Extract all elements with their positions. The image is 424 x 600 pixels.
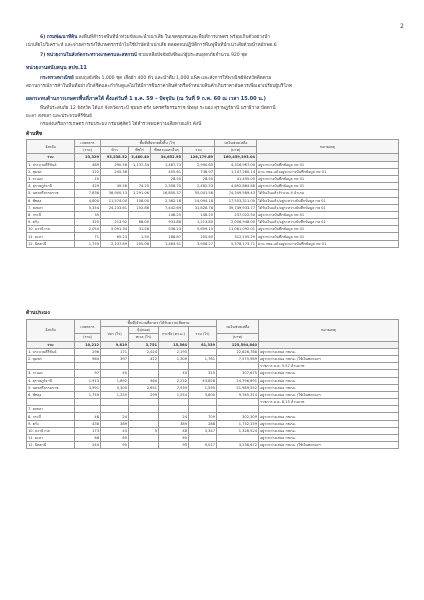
crops-total-row <box>27 154 399 161</box>
cell-province: 10. นราธิวาส <box>27 226 75 233</box>
crops-header-farmers: เกษตรกร <box>75 140 101 147</box>
crops-total-rice: 93,238.32 <box>101 154 129 161</box>
cell-farmers: 489 <box>75 161 101 168</box>
crops-header-total: รวม <box>183 147 215 154</box>
cell-province: 9. ตรัง <box>27 219 75 226</box>
cell-shrimp <box>129 370 159 377</box>
cell-shrimp: 560 <box>129 377 159 384</box>
cell-shrimp <box>129 413 159 420</box>
cell-aid <box>217 363 259 370</box>
cell-note: ราชการ ม.ค. 8.15 ล้านบาท <box>259 399 399 406</box>
table-row <box>27 348 399 355</box>
crops-total-farmers: 23,329 <box>75 154 101 161</box>
cell-province: 11. ยะลา <box>27 435 75 442</box>
cell-note: อยู่ระหว่างเสนอ กชภอ. <box>259 370 399 377</box>
cell-total <box>189 406 217 413</box>
crops-title: ด้านพืช <box>26 131 43 137</box>
cell-aid: 237,022.50 <box>215 211 257 218</box>
cell-aid: 41,455.00 <box>215 175 257 182</box>
cell-note: อยู่ระหว่างบันทึกข้อมูล กษ 01 <box>257 161 399 168</box>
cell-rice <box>101 175 129 182</box>
cell-fish: 1,255 <box>101 391 129 398</box>
crops-total-total: 126,179.69 <box>183 154 215 161</box>
cell-farmers: 1,759 <box>75 240 101 247</box>
cell-total <box>189 399 217 406</box>
crops-header-field: พืชไร่ <box>129 147 151 154</box>
cell-aid: 4,316,967.00 <box>215 161 257 168</box>
fishery-total-total: 61,339 <box>189 341 217 348</box>
cell-cage <box>159 399 189 406</box>
cell-note: อยู่ระหว่างเสนอ กชภอ. (ใช้เงินทดรองฯ <box>259 442 399 449</box>
table-row <box>27 391 399 398</box>
fishery-header-cage: กระชัง (ตร.ม.) <box>159 327 189 341</box>
cell-note: อยู่ระหว่างเสนอ กชภอ. <box>259 435 399 442</box>
cell-province: 5. นครศรีธรรมราช <box>27 384 75 391</box>
cell-total: 14,094.18 <box>183 197 215 204</box>
cell-aid: 11,061,092.01 <box>215 226 257 233</box>
cell-rice: 11,574.00 <box>101 197 129 204</box>
fishery-header-shrimp2: ทะเล (ไร่) <box>129 334 159 341</box>
cell-shrimp <box>129 406 159 413</box>
cell-total: 288 <box>189 420 217 427</box>
cell-fish: 24 <box>101 413 129 420</box>
cell-province: 6. พัทลุง <box>27 391 75 398</box>
impact-text-line3: กรมส่งเสริมการเกษตร กรมประมง กรมปศุสัตว์ ได้สำรวจพบความเสียหายแล้ว ดังนี้ <box>40 122 202 127</box>
crops-header-farmers-unit: (ราย) <box>75 147 101 154</box>
crops-total-field: 3,480.40 <box>129 154 151 161</box>
cell-field: 255.08 <box>129 240 151 247</box>
cell-aid: 312,155.29 <box>215 233 257 240</box>
cell-note: อยู่ระหว่างเสนอ กชภอ. <box>259 420 399 427</box>
fishery-total-fish: 9,819 <box>101 341 129 348</box>
cell-horti: 1,463.51 <box>151 240 183 247</box>
cell-horti: 455.61 <box>151 168 183 175</box>
cell-fish: 95 <box>101 442 129 449</box>
cell-total: 3,800 <box>189 391 217 398</box>
cell-rice: 49.58 <box>101 183 129 190</box>
cell-shrimp: 2,024 <box>129 348 159 355</box>
cell-farmers: 71 <box>75 233 101 240</box>
fishery-total-row <box>27 341 399 348</box>
cell-province: 10. นราธิวาส <box>27 427 75 434</box>
page-number: 2 <box>400 23 404 30</box>
table-row <box>27 240 399 247</box>
cell-note: อยู่ระหว่างเสนอ กชภอ. (ใช้เงินทดรองฯ <box>259 355 399 362</box>
cell-aid: 5,378,173.71 <box>215 240 257 247</box>
cell-farmers: 7,836 <box>75 190 101 197</box>
cell-total: 28.50 <box>183 175 215 182</box>
fishery-header-province: จังหวัด <box>27 320 75 342</box>
cell-fish: 40 <box>101 370 129 377</box>
cell-horti: 188.87 <box>151 233 183 240</box>
cell-shrimp: 5 <box>129 427 159 434</box>
fishery-total-farmers: 10,212 <box>75 341 101 348</box>
table-row <box>27 226 399 233</box>
cell-farmers: 35 <box>75 211 101 218</box>
cell-total: 5,659.15 <box>183 226 215 233</box>
cell-horti: 7,442.69 <box>151 204 183 211</box>
cell-field: 1,137.34 <box>129 161 151 168</box>
support-heading: หน่วยงานสนับสนุน สปข.11 <box>26 65 87 71</box>
crops-total-aid: 160,459,393.04 <box>215 154 257 161</box>
cell-aid: 2,056,948.00 <box>215 219 257 226</box>
table-row <box>27 204 399 211</box>
cell-province: 7. สงขลา <box>27 406 75 413</box>
cell-fish: 397 <box>101 355 129 362</box>
table-row <box>27 399 399 406</box>
cell-province: 8. กระบี่ <box>27 413 75 420</box>
table-row <box>27 219 399 226</box>
cell-aid: 22,826,788 <box>217 348 259 355</box>
cell-farmers: 1,759 <box>75 391 101 398</box>
cell-aid: 74,349,589.43 <box>215 190 257 197</box>
cell-note: ผ่าน กษอ.แล้วอยู่ระหว่างบันทึกข้อมูล กษ 01 <box>257 168 399 175</box>
cell-horti: 536.23 <box>151 226 183 233</box>
cell-rice <box>101 211 129 218</box>
cell-field: 68.00 <box>129 219 151 226</box>
item6-label: 6) กรมพัฒนาที่ดิน <box>40 35 78 40</box>
cell-horti: 148.25 <box>151 211 183 218</box>
cell-note: อยู่ระหว่างเสนอ กชภอ. <box>259 413 399 420</box>
table-row <box>27 168 399 175</box>
crops-header-aid: วงเงินช่วยเหลือ <box>215 140 257 147</box>
cell-aid <box>217 406 259 413</box>
cell-farmers: 325 <box>75 219 101 226</box>
fishery-total-shrimp: 3,751 <box>129 341 159 348</box>
cell-fish <box>101 399 129 406</box>
cell-aid <box>217 435 259 442</box>
cell-total: 31,828.78 <box>183 204 215 211</box>
fishery-header-aid-unit: (บาท) <box>217 334 259 341</box>
cell-shrimp <box>129 435 159 442</box>
support-text: มอบถุงยังชีพ 1,000 ชุด เสื้อผ้า 400 ตัว และน้ำดื่ม 1,000 แพ็ค และสั่งการให้พาณิชย์จังหวัดติดตาม <box>75 76 272 81</box>
cell-total: 148.25 <box>183 211 215 218</box>
cell-horti: 28.50 <box>151 175 183 182</box>
cell-fish: 43 <box>101 427 129 434</box>
cell-note: อยู่ระหว่างเสนอ กชภอ. <box>259 384 399 391</box>
cell-cage <box>159 406 189 413</box>
cell-total: 43,828 <box>189 377 217 384</box>
cell-shrimp: 2,651 <box>129 384 159 391</box>
cell-aid: 7,575,969 <box>217 355 259 362</box>
table-row <box>27 233 399 240</box>
cell-aid: 302,309 <box>217 413 259 420</box>
cell-note: อยู่ระหว่างบันทึกข้อมูล กษ 01 <box>257 211 399 218</box>
cell-shrimp <box>129 442 159 449</box>
crops-table <box>26 139 399 248</box>
table-row <box>27 363 399 370</box>
cell-fish: 389 <box>101 420 129 427</box>
fishery-total-label: รวม <box>27 341 75 348</box>
cell-field <box>129 211 151 218</box>
impact-text-line2: ยะลา สงขลา และประจวบคีรีขันธ์ <box>26 114 92 119</box>
table-row <box>27 190 399 197</box>
crops-header-note: หมายเหตุ <box>257 140 399 154</box>
impact-text: พื้นที่ประสบภัย 12 จังหวัด ได้แก่ จังหวัดกระบี่ ชุมพร ตรัง นครศรีธรรมราช พัทลุง ระนอง สุราษฎร์ธานี นราธิวาส ปัตตานี <box>40 106 276 111</box>
cell-total: 55,041.56 <box>183 190 215 197</box>
table-row <box>27 377 399 384</box>
support-paragraph <box>26 75 398 83</box>
cell-province: 4. สุราษฎร์ธานี <box>27 183 75 190</box>
table-row <box>27 406 399 413</box>
cell-note: ได้รับเงินแล้วจำนวน 4 อำเภอ <box>257 190 399 197</box>
fishery-header-farmers: เกษตรกร <box>75 320 101 334</box>
cell-rice: 2,237.89 <box>101 240 129 247</box>
cell-aid: 39,749,933.77 <box>215 204 257 211</box>
cell-farmers: 173 <box>75 427 101 434</box>
cell-total <box>189 363 217 370</box>
cell-note: ได้รับเงินแล้ว/อยู่ระหว่างบันทึกข้อมูล กษ 01 <box>257 197 399 204</box>
cell-aid: 4,892,864.68 <box>215 183 257 190</box>
cell-field: 152.88 <box>129 204 151 211</box>
cell-rice: 245.36 <box>101 168 129 175</box>
cell-province: 12. ปัตตานี <box>27 240 75 247</box>
fishery-header-area-group: พื้นที่/จำนวนที่คาดว่าได้รับความเสียหาย <box>101 320 217 327</box>
cell-shrimp <box>129 420 159 427</box>
cell-note: อยู่ระหว่างเสนอ กชภอ. <box>259 348 399 355</box>
cell-note: ราชการ ม.ค. 5.57 ล้านบาท <box>259 363 399 370</box>
cell-field <box>129 175 151 182</box>
fishery-total-cage: 15,564 <box>159 341 189 348</box>
table-row <box>27 427 399 434</box>
crops-total-label: รวม <box>27 154 75 161</box>
cell-cage: 1,309 <box>159 355 189 362</box>
cell-rice: 5,091.34 <box>101 226 129 233</box>
crops-total-horti: 34,652.95 <box>151 154 183 161</box>
cell-total: 2,482.53 <box>183 183 215 190</box>
fishery-table <box>26 319 399 449</box>
cell-cage: 7,939 <box>159 384 189 391</box>
cell-horti: 2,362.18 <box>151 197 183 204</box>
table-row <box>27 183 399 190</box>
cell-total: 315 <box>189 370 217 377</box>
cell-field: 158.00 <box>129 197 151 204</box>
cell-rice: 65.23 <box>101 233 129 240</box>
cell-cage: 2,195 <box>159 348 189 355</box>
cell-farmers: 4,800 <box>75 197 101 204</box>
cell-farmers: 222 <box>75 168 101 175</box>
item6-text-line2: เน่าเสียไปวิเคราะห์ และจ่ายสารเร่งให้เกษตรกรนำไปใช้บำบัดน้ำเน่าเสีย ตลอดจนปฏิบัติการพื้นฟูพื้นที่น้ำเน่าเสียด้วยน้ำหมักพด.6 <box>26 43 277 48</box>
table-row <box>27 175 399 182</box>
cell-province: 7. สงขลา <box>27 204 75 211</box>
cell-field: 1.50 <box>129 233 151 240</box>
cell-rice: 36,900.13 <box>101 190 129 197</box>
item7-label: 7) หน่วยงานในสังกัดกระทรวงเกษตรและสหกรณ์ <box>40 53 137 58</box>
cell-note: ผ่าน กษอ.แล้วอยู่ระหว่างบันทึกข้อมูล กษ 01 <box>257 240 399 247</box>
cell-farmers <box>75 406 101 413</box>
cell-total: 3,956.27 <box>183 240 215 247</box>
crops-header-horti: พืชสวนและอื่นๆ <box>151 147 183 154</box>
cell-province <box>27 363 75 370</box>
cell-province: 11. ยะลา <box>27 233 75 240</box>
cell-total: 709 <box>189 413 217 420</box>
item6-paragraph <box>26 34 398 42</box>
cell-note: อยู่ระหว่างเสนอ กชภอ. <box>259 377 399 384</box>
cell-farmers: 2,054 <box>75 226 101 233</box>
cell-shrimp <box>129 399 159 406</box>
cell-fish <box>101 363 129 370</box>
cell-province: 2. ชุมพร <box>27 355 75 362</box>
cell-aid: 1,328,524 <box>217 427 259 434</box>
cell-farmers <box>75 363 101 370</box>
table-row <box>27 161 399 168</box>
cell-horti: 1,487.73 <box>151 161 183 168</box>
table-row <box>27 442 399 449</box>
cell-field <box>129 168 151 175</box>
cell-province: 5. นครศรีธรรมราช <box>27 190 75 197</box>
cell-province: 1. ประจวบคีรีขันธ์ <box>27 161 75 168</box>
cell-aid: 1,107,280.14 <box>215 168 257 175</box>
cell-horti: 16,850.37 <box>151 190 183 197</box>
table-row <box>27 384 399 391</box>
cell-farmers: 3,991 <box>75 384 101 391</box>
cell-aid: 51,989,552 <box>217 384 259 391</box>
cell-aid: 3,238,672 <box>217 442 259 449</box>
cell-horti: 2,358.70 <box>151 183 183 190</box>
cell-aid: 9,765,314 <box>217 391 259 398</box>
cell-farmers: 68 <box>75 435 101 442</box>
cell-cage: 40 <box>159 370 189 377</box>
cell-province: 12. ปัตตานี <box>27 442 75 449</box>
cell-farmers: 5,354 <box>75 204 101 211</box>
cell-cage: 48 <box>159 427 189 434</box>
cell-cage: 24 <box>159 413 189 420</box>
fishery-header-total: รวม (ไร่) <box>189 327 217 341</box>
table-row <box>27 355 399 362</box>
cell-farmers <box>75 399 101 406</box>
table-row <box>27 435 399 442</box>
cell-province: 3. ระนอง <box>27 175 75 182</box>
table-row <box>27 420 399 427</box>
cell-province: 3. ระนอง <box>27 370 75 377</box>
cell-aid: 207,675 <box>217 370 259 377</box>
cell-note: อยู่ระหว่างบันทึกข้อมูล กษ 01 <box>257 175 399 182</box>
cell-note: อยู่ระหว่างบันทึกข้อมูล กษ 01 <box>257 226 399 233</box>
cell-aid: 1,732,159 <box>217 420 259 427</box>
cell-farmers: 97 <box>75 370 101 377</box>
cell-fish: 1,892 <box>101 377 129 384</box>
cell-total: 1,595 <box>189 384 217 391</box>
cell-province: 4. สุราษฎร์ธานี <box>27 377 75 384</box>
fishery-header-note: หมายเหตุ <box>259 320 399 342</box>
fishery-header-aid: วงเงินช่วยเหลือ <box>217 320 259 334</box>
cell-farmers: 438 <box>75 420 101 427</box>
cell-note: อยู่ระหว่างเสนอ กชภอ. (ใช้เงินทดรองฯ <box>259 391 399 398</box>
cell-farmers: 296 <box>75 348 101 355</box>
fishery-total-note <box>259 341 399 348</box>
cell-province: 9. ตรัง <box>27 420 75 427</box>
cell-cage <box>159 363 189 370</box>
cell-rice: 290.58 <box>101 161 129 168</box>
cell-note: อยู่ระหว่างเสนอ กชภอ. <box>259 427 399 434</box>
table-row <box>27 197 399 204</box>
cell-total: 255.60 <box>183 233 215 240</box>
cell-province: 1. ประจวบคีรีขันธ์ <box>27 348 75 355</box>
cell-total: 1,761 <box>189 355 217 362</box>
cell-farmers: 964 <box>75 355 101 362</box>
item7-text: ช่วยเหลือปัจจัยยังชีพแก่ผู้ประสบอุทกภัยจำนวน 920 ชุด <box>138 53 248 58</box>
cell-cage: 389 <box>159 420 189 427</box>
fishery-header-farmers-unit: (ราย) <box>75 334 101 341</box>
crops-header-province: จังหวัด <box>27 140 75 154</box>
fishery-header-fish: ปลา (ไร่) <box>101 327 129 341</box>
cell-field: 31.58 <box>129 226 151 233</box>
cell-cage: 65 <box>159 435 189 442</box>
cell-province: 2. ชุมพร <box>27 168 75 175</box>
table-row <box>27 370 399 377</box>
cell-province <box>27 399 75 406</box>
cell-shrimp <box>129 363 159 370</box>
cell-total <box>189 348 217 355</box>
cell-aid <box>217 399 259 406</box>
cell-farmers: 244 <box>75 442 101 449</box>
cell-province: 8. กระบี่ <box>27 211 75 218</box>
cell-field: 1,291.06 <box>129 190 151 197</box>
fishery-header-shrimp: กุ้ง/หอย/ <box>129 327 159 334</box>
cell-cage: 95 <box>159 442 189 449</box>
cell-farmers: 48 <box>75 413 101 420</box>
cell-total: 2,990.65 <box>183 161 215 168</box>
cell-cage: 2,252 <box>159 377 189 384</box>
cell-farmers: 429 <box>75 183 101 190</box>
crops-header-aid-unit: (บาท) <box>215 147 257 154</box>
cell-field: 74.25 <box>129 183 151 190</box>
cell-cage: 1,554 <box>159 391 189 398</box>
cell-note: ได้รับเงินแล้ว/อยู่ระหว่างบันทึกข้อมูล กษ 01 <box>257 219 399 226</box>
cell-note: ได้รับเงินแล้ว/อยู่ระหว่างบันทึกข้อมูล กษ 01 <box>257 204 399 211</box>
cell-total <box>189 435 217 442</box>
cell-total: 9,017 <box>189 442 217 449</box>
cell-note <box>259 406 399 413</box>
cell-shrimp: 299 <box>129 391 159 398</box>
cell-aid: 24,796,891 <box>217 377 259 384</box>
table-row <box>27 211 399 218</box>
cell-total: 738.97 <box>183 168 215 175</box>
fishery-total-aid: 125,594,840 <box>217 341 259 348</box>
cell-rice: 24,233.61 <box>101 204 129 211</box>
cell-fish: 171 <box>101 348 129 355</box>
item6-text: ลงพื้นที่สำรวจพื้นที่น้ำท่วมขังและน้ำเน่าเสีย ในเขตชุมชนและพื้นที่การเกษตร พร้อมเก็บตัวอย่างน้ำ <box>78 35 270 40</box>
cell-farmers: 15 <box>75 175 101 182</box>
support-label: กระทรวงพาณิชย์ <box>40 76 74 81</box>
support-text-line2: สถานการณ์การค้าในพื้นที่อย่างใกล้ชิดและกำกับดูแลไม่ให้มีการขึ้นราคาสินค้าหรือจำหน่ายสินค้าเกินราคาอันควรเพื่อเอาเปรียบผู้บริโภค <box>26 84 293 89</box>
fishery-title: ด้านประมง <box>26 310 50 316</box>
item7-paragraph <box>26 52 398 60</box>
cell-fish: 5,300 <box>101 384 129 391</box>
cell-total: 3,347 <box>189 427 217 434</box>
cell-note: อยู่ระหว่างบันทึกข้อมูล กษ 01 <box>257 183 399 190</box>
cell-horti: 931.88 <box>151 219 183 226</box>
cell-shrimp: 412 <box>129 355 159 362</box>
cell-note: อยู่ระหว่างบันทึกข้อมูล กษ 01 <box>257 233 399 240</box>
cell-farmers: 1,913 <box>75 377 101 384</box>
cell-total: 1,213.80 <box>183 219 215 226</box>
cell-province: 6. พัทลุง <box>27 197 75 204</box>
crops-header-rice: ข้าว <box>101 147 129 154</box>
table-row <box>27 413 399 420</box>
cell-fish <box>101 406 129 413</box>
crops-header-area-group: พื้นที่เสียหายทั้งสิ้น (ไร่) <box>101 140 215 147</box>
cell-rice: 213.92 <box>101 219 129 226</box>
cell-aid: 17,553,311.00 <box>215 197 257 204</box>
crops-total-note <box>257 154 399 161</box>
cell-fish: 65 <box>101 435 129 442</box>
impact-heading: ผลกระทบด้านการเกษตรพื้นที่ภาคใต้ ตั้งแต่วันที่ 1 ธ.ค. 59 – ปัจจุบัน (ณ วันที่ 9 ก.พ. 60 ณ เวลา 15.00 น.) <box>26 96 266 102</box>
